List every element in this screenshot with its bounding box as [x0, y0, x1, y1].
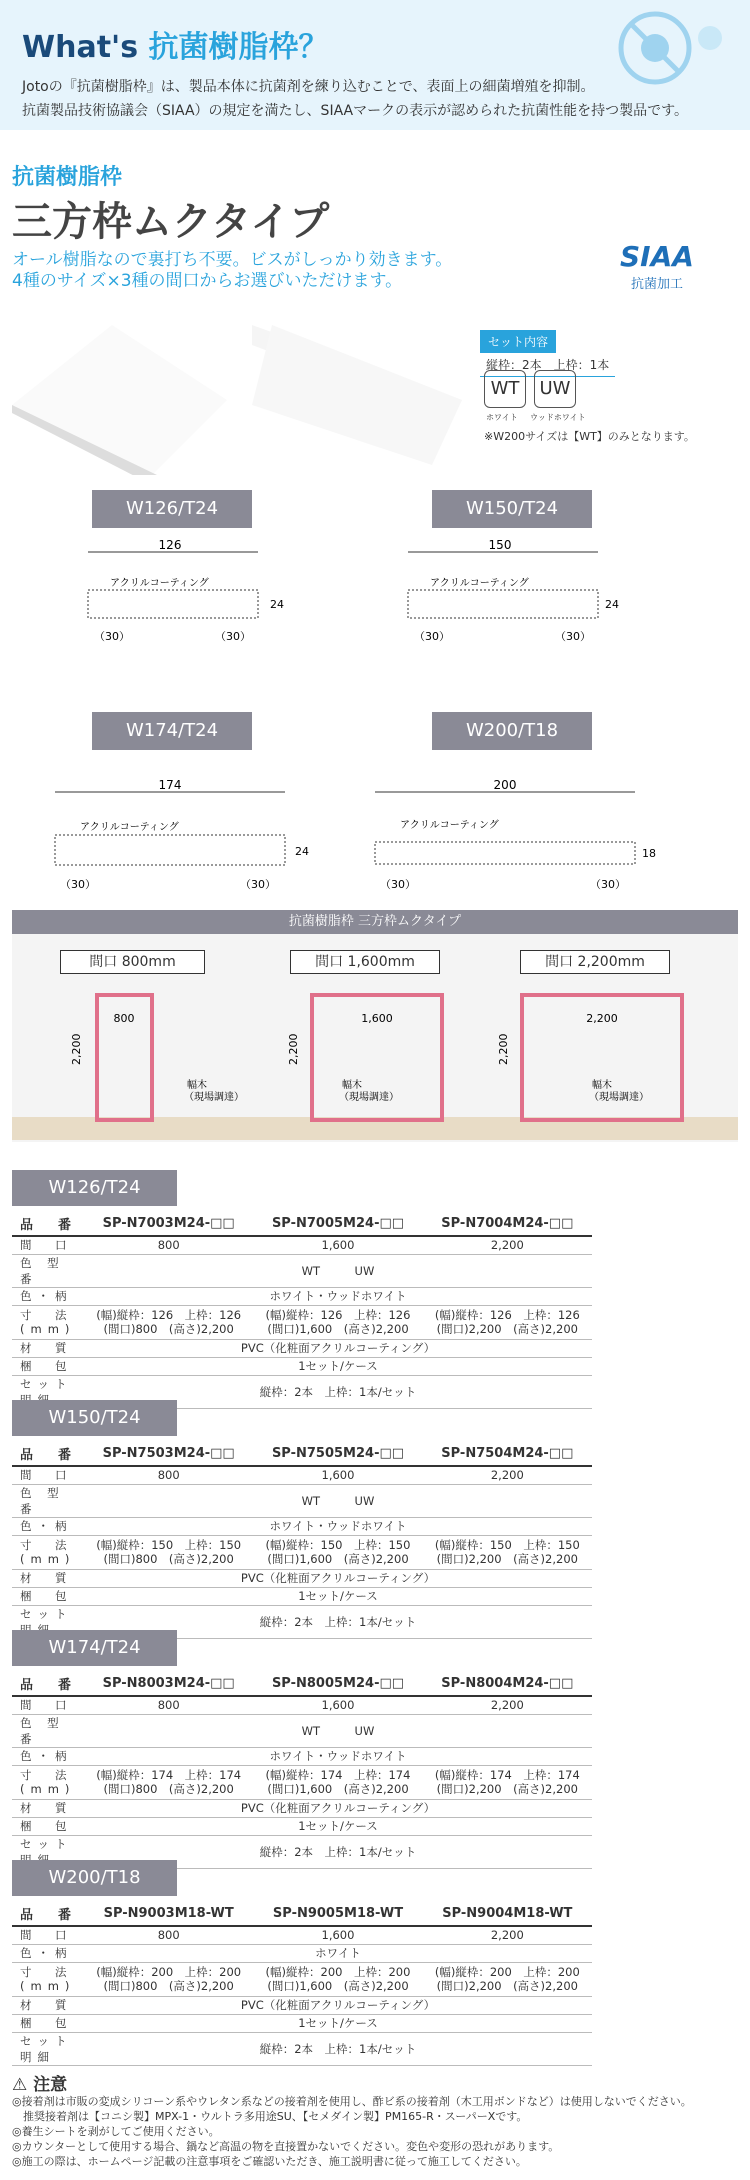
svg-text:2,200: 2,200: [586, 1012, 618, 1025]
profile-drawing: [50, 780, 310, 895]
table-cell: 2,200: [423, 1236, 592, 1254]
table-cell: 寸 法 (mm): [12, 1765, 84, 1799]
table-row: [12, 1339, 592, 1357]
banner-text-2: 抗菌製品技術協議会（SIAA）の規定を満たし、SIAAマークの表示が認められた抗菌性能を持つ製品です。: [22, 103, 688, 119]
svg-text:126: 126: [158, 540, 182, 552]
svg-text:24: 24: [295, 845, 309, 858]
table-row: [12, 1236, 592, 1254]
table-cell: 色 型 番: [12, 1484, 84, 1517]
table-cell: 梱 包: [12, 2014, 84, 2032]
profile-drawing: [80, 540, 310, 650]
table-cell: 2,200: [423, 1926, 592, 1944]
table-row: [12, 1747, 592, 1765]
table-cell: (幅)縦枠：150 上枠：150 (間口)800 (高さ)2,200: [84, 1535, 253, 1569]
profile-drawing: [370, 780, 660, 895]
svg-text:幅木: 幅木: [592, 1080, 612, 1091]
svg-text:（30）: （30）: [380, 878, 416, 891]
table-size-label: W174/T24: [12, 1630, 177, 1666]
board-illustrations: [12, 325, 462, 475]
note-line: 推奨接着剤は【コニシ製】MPX-1・ウルトラ多用途SU、【セメダイン製】PM165-R・スーパーXです。: [12, 2110, 528, 2123]
table-cell: 1,600: [253, 1236, 422, 1254]
table-cell: SP-N9005M18-WT: [253, 1902, 422, 1926]
table-cell: 縦枠：2本 上枠：1本/セット: [84, 1835, 592, 1868]
table-cell: 寸 法 (mm): [12, 1535, 84, 1569]
table-cell: 800: [84, 1696, 253, 1714]
color-uw-label: ウッドホワイト: [530, 413, 586, 422]
table-row: [12, 1254, 592, 1287]
table-cell: 寸 法 (mm): [12, 1305, 84, 1339]
table-cell: SP-N9003M18-WT: [84, 1902, 253, 1926]
table-cell: 間 口: [12, 1926, 84, 1944]
svg-text:（30）: （30）: [555, 630, 591, 643]
table-row: [12, 1587, 592, 1605]
svg-text:アクリルコーティング: アクリルコーティング: [80, 822, 179, 833]
set-content: セット内容 縦枠：2本 上枠：1本: [480, 330, 690, 352]
table-cell: 間 口: [12, 1236, 84, 1254]
table-row: [12, 2014, 592, 2032]
table-cell: SP-N7503M24-□□: [84, 1442, 253, 1466]
color-wt-swatch: WT: [484, 370, 526, 408]
svg-text:幅木: 幅木: [342, 1080, 362, 1091]
color-wt-label: ホワイト: [486, 413, 518, 422]
frame-label: 間口 1,600mm: [290, 950, 440, 974]
table-cell: 品 番: [12, 1442, 84, 1466]
table-cell: 1セット/ケース: [84, 2014, 592, 2032]
table-cell: 色 型 番: [12, 1714, 84, 1747]
svg-text:（30）: （30）: [94, 630, 130, 643]
table-row: [12, 1442, 592, 1466]
spec-table: [12, 1442, 592, 1639]
svg-text:アクリルコーティング: アクリルコーティング: [110, 578, 209, 589]
frame-label: 間口 2,200mm: [520, 950, 670, 974]
svg-text:（30）: （30）: [240, 878, 276, 891]
svg-text:174: 174: [158, 780, 182, 792]
frame-label: 間口 800mm: [60, 950, 205, 974]
table-row: [12, 1765, 592, 1799]
table-size-label: W150/T24: [12, 1400, 177, 1436]
table-cell: セット明細: [12, 2032, 84, 2065]
table-row: [12, 1902, 592, 1926]
table-cell: WT UW: [84, 1484, 592, 1517]
table-cell: SP-N7003M24-□□: [84, 1212, 253, 1236]
table-cell: 品 番: [12, 1902, 84, 1926]
table-cell: 800: [84, 1236, 253, 1254]
table-cell: (幅)縦枠：126 上枠：126 (間口)800 (高さ)2,200: [84, 1305, 253, 1339]
table-cell: ホワイト・ウッドホワイト: [84, 1747, 592, 1765]
size-label: W150/T24: [432, 490, 592, 528]
set-note: ※W200サイズは【WT】のみとなります。: [484, 430, 695, 443]
color-uw-swatch: UW: [534, 370, 576, 408]
notes-title: ⚠ 注意: [12, 2075, 68, 2095]
table-cell: SP-N8005M24-□□: [253, 1672, 422, 1696]
table-cell: PVC（化粧面アクリルコーティング）: [84, 1996, 592, 2014]
table-cell: 材 質: [12, 1569, 84, 1587]
svg-text:200: 200: [493, 780, 517, 792]
note-line: ◎養生シートを剥がしてご使用ください。: [12, 2125, 220, 2138]
table-cell: 梱 包: [12, 1587, 84, 1605]
table-row: [12, 1696, 592, 1714]
table-cell: SP-N9004M18-WT: [423, 1902, 592, 1926]
note-line: ◎カウンターとして使用する場合、鍋など高温の物を直接置かないでください。変色や変形の恐れがあります。: [12, 2140, 560, 2153]
table-cell: ホワイト: [84, 1944, 592, 1962]
table-cell: 品 番: [12, 1672, 84, 1696]
frames-drawing: [12, 980, 738, 1140]
table-cell: 縦枠：2本 上枠：1本/セット: [84, 1375, 592, 1408]
table-cell: 材 質: [12, 1339, 84, 1357]
size-label: W174/T24: [92, 712, 252, 750]
table-cell: 色 型 番: [12, 1254, 84, 1287]
table-cell: SP-N7505M24-□□: [253, 1442, 422, 1466]
svg-text:800: 800: [113, 1012, 135, 1025]
table-cell: (幅)縦枠：174 上枠：174 (間口)1,600 (高さ)2,200: [253, 1765, 422, 1799]
table-row: [12, 1212, 592, 1236]
svg-text:2,200: 2,200: [287, 1033, 300, 1065]
product-desc-2: 4種のサイズ×3種の間口からお選びいただけます。: [12, 271, 403, 291]
table-row: [12, 1817, 592, 1835]
table-size-label: W126/T24: [12, 1170, 177, 1206]
table-cell: 梱 包: [12, 1357, 84, 1375]
table-size-label: W200/T18: [12, 1860, 177, 1896]
table-cell: SP-N8004M24-□□: [423, 1672, 592, 1696]
svg-text:（30）: （30）: [590, 878, 626, 891]
table-cell: 間 口: [12, 1696, 84, 1714]
table-cell: 色・柄: [12, 1944, 84, 1962]
table-cell: 間 口: [12, 1466, 84, 1484]
table-cell: 1,600: [253, 1696, 422, 1714]
table-cell: セット: [12, 1605, 84, 1638]
svg-text:（30）: （30）: [414, 630, 450, 643]
table-cell: 縦枠：2本 上枠：1本/セット: [84, 2032, 592, 2065]
table-cell: (幅)縦枠：126 上枠：126 (間口)1,600 (高さ)2,200: [253, 1305, 422, 1339]
svg-text:2,200: 2,200: [70, 1033, 83, 1065]
table-cell: SP-N7005M24-□□: [253, 1212, 422, 1236]
table-cell: (幅)縦枠：200 上枠：200 (間口)2,200 (高さ)2,200: [423, 1962, 592, 1996]
table-cell: SP-N8003M24-□□: [84, 1672, 253, 1696]
note-line: ◎接着剤は市販の変成シリコーン系やウレタン系などの接着剤を使用し、酢ビ系の接着剤（木工用ボンドなど）は使用しないでください。: [12, 2095, 692, 2108]
table-cell: PVC（化粧面アクリルコーティング）: [84, 1569, 592, 1587]
banner-text-1: Jotoの『抗菌樹脂枠』は、製品本体に抗菌剤を練り込むことで、表面上の細菌増殖を抑制。: [22, 79, 595, 95]
bacteria-icon: [600, 8, 740, 88]
table-row: [12, 1962, 592, 1996]
table-cell: 800: [84, 1926, 253, 1944]
siaa-logo: SIAA 抗菌加工: [620, 240, 694, 292]
table-cell: (幅)縦枠：126 上枠：126 (間口)2,200 (高さ)2,200: [423, 1305, 592, 1339]
svg-text:2,200: 2,200: [497, 1033, 510, 1065]
table-cell: 品 番: [12, 1212, 84, 1236]
table-row: [12, 1926, 592, 1944]
table-cell: (幅)縦枠：174 上枠：174 (間口)800 (高さ)2,200: [84, 1765, 253, 1799]
svg-text:（現場調達）: （現場調達）: [184, 1092, 244, 1103]
product-subtitle: 抗菌樹脂枠: [12, 165, 123, 190]
table-cell: (幅)縦枠：150 上枠：150 (間口)1,600 (高さ)2,200: [253, 1535, 422, 1569]
table-cell: セット: [12, 1835, 84, 1868]
table-cell: 1セット/ケース: [84, 1817, 592, 1835]
table-cell: (幅)縦枠：174 上枠：174 (間口)2,200 (高さ)2,200: [423, 1765, 592, 1799]
table-cell: 縦枠：2本 上枠：1本/セット: [84, 1605, 592, 1638]
note-line: ◎施工の際は、ホームページ記載の注意事項をご確認いただき、施工説明書に従って施工してください。: [12, 2155, 527, 2168]
table-cell: WT UW: [84, 1254, 592, 1287]
notes: [12, 2094, 738, 2169]
table-row: [12, 1569, 592, 1587]
table-row: [12, 1535, 592, 1569]
table-row: [12, 1305, 592, 1339]
table-cell: (幅)縦枠：200 上枠：200 (間口)1,600 (高さ)2,200: [253, 1962, 422, 1996]
table-cell: SP-N7504M24-□□: [423, 1442, 592, 1466]
table-cell: 色・柄: [12, 1747, 84, 1765]
table-cell: 1セット/ケース: [84, 1587, 592, 1605]
table-cell: 2,200: [423, 1466, 592, 1484]
svg-text:24: 24: [605, 598, 619, 611]
table-cell: 色・柄: [12, 1287, 84, 1305]
frames-header: 抗菌樹脂枠 三方枠ムクタイプ: [12, 910, 738, 934]
svg-text:（現場調達）: （現場調達）: [589, 1092, 649, 1103]
size-label: W126/T24: [92, 490, 252, 528]
product-title: 三方枠ムクタイプ: [12, 199, 330, 245]
spec-table: [12, 1902, 592, 2066]
spec-table: [12, 1672, 592, 1869]
table-row: [12, 2032, 592, 2065]
size-label: W200/T18: [432, 712, 592, 750]
table-row: [12, 1357, 592, 1375]
table-row: [12, 1944, 592, 1962]
table-cell: WT UW: [84, 1714, 592, 1747]
table-cell: 1,600: [253, 1466, 422, 1484]
table-row: [12, 1799, 592, 1817]
table-row: [12, 1714, 592, 1747]
table-row: [12, 1484, 592, 1517]
svg-text:18: 18: [642, 847, 656, 860]
table-cell: 材 質: [12, 1996, 84, 2014]
product-desc-1: オール樹脂なので裏打ち不要。ビスがしっかり効きます。: [12, 250, 453, 270]
table-cell: PVC（化粧面アクリルコーティング）: [84, 1799, 592, 1817]
table-cell: 1,600: [253, 1926, 422, 1944]
table-cell: (幅)縦枠：200 上枠：200 (間口)800 (高さ)2,200: [84, 1962, 253, 1996]
table-cell: ホワイト・ウッドホワイト: [84, 1287, 592, 1305]
table-cell: 梱 包: [12, 1817, 84, 1835]
svg-text:150: 150: [488, 540, 512, 552]
table-cell: 材 質: [12, 1799, 84, 1817]
table-row: [12, 1466, 592, 1484]
table-cell: 色・柄: [12, 1517, 84, 1535]
table-cell: 寸 法 (mm): [12, 1962, 84, 1996]
svg-text:（30）: （30）: [60, 878, 96, 891]
svg-text:アクリルコーティング: アクリルコーティング: [400, 820, 499, 831]
svg-text:1,600: 1,600: [361, 1012, 393, 1025]
table-row: [12, 1672, 592, 1696]
intro-banner: [0, 0, 750, 130]
table-row: [12, 1996, 592, 2014]
table-cell: ホワイト・ウッドホワイト: [84, 1517, 592, 1535]
svg-text:（30）: （30）: [215, 630, 251, 643]
svg-text:（現場調達）: （現場調達）: [339, 1092, 399, 1103]
table-cell: PVC（化粧面アクリルコーティング）: [84, 1339, 592, 1357]
table-cell: 800: [84, 1466, 253, 1484]
spec-table: [12, 1212, 592, 1409]
svg-text:アクリルコーティング: アクリルコーティング: [430, 578, 529, 589]
profile-drawing: [400, 540, 630, 650]
table-cell: SP-N7004M24-□□: [423, 1212, 592, 1236]
banner-title: What's 抗菌樹脂枠？: [22, 30, 329, 65]
table-row: [12, 1287, 592, 1305]
table-row: [12, 1517, 592, 1535]
table-cell: (幅)縦枠：150 上枠：150 (間口)2,200 (高さ)2,200: [423, 1535, 592, 1569]
table-cell: 1セット/ケース: [84, 1357, 592, 1375]
table-cell: 2,200: [423, 1696, 592, 1714]
svg-text:24: 24: [270, 598, 284, 611]
svg-text:幅木: 幅木: [187, 1080, 207, 1091]
table-cell: セット: [12, 1375, 84, 1408]
